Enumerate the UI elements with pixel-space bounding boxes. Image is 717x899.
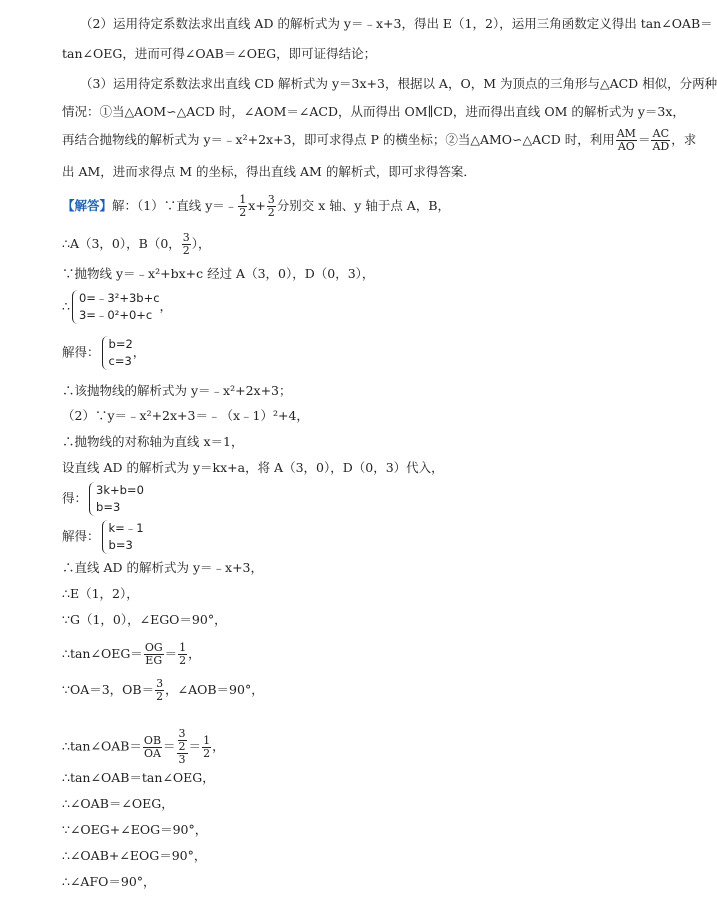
answer-line-12: ∵OA＝3，OB＝ $\frac{3}{2}$ ，∠AOB＝90°， (62, 677, 264, 703)
answer-line-5: （2）∵y＝﹣x²+2x+3＝﹣（x﹣1）²+4， (62, 408, 309, 423)
answer-line-6: ∴抛物线的对称轴为直线 x＝1， (62, 434, 244, 449)
answer-line-10: ∵G（1，0），∠EGO＝90°， (62, 612, 227, 627)
ratio-am-ao: $\frac{AM}{AO}$ (616, 127, 636, 153)
answer-line-17: ∴∠OAB+∠EOG＝90°， (62, 848, 207, 863)
equation-system: k=﹣1 b=3 (102, 520, 144, 554)
answer-line-16: ∵∠OEG+∠EOG＝90°， (62, 822, 208, 837)
analysis-line-5: 再结合抛物线的解析式为 y＝﹣x²+2x+3，即可求得点 P 的横坐标；②当△AMO∽△ACD 时，利用 $\frac{AM}{AO}$ ＝ $\frac{AC}{AD}$ ，求 (62, 127, 697, 153)
answer-line-4: ∴该抛物线的解析式为 y＝﹣x²+2x+3； (62, 383, 292, 398)
analysis-line-1: （2）运用待定系数法求出直线 AD 的解析式为 y＝﹣x+3，得出 E（1，2），运用三角函数定义得出 tan∠OAB＝ (80, 16, 713, 31)
answer-line-7: 设直线 AD 的解析式为 y＝kx+a，将 A（3，0），D（0，3）代入， (62, 460, 444, 475)
answer-system-1: ∴ 0=﹣3²+3b+c 3=﹣0²+0+c ， (62, 291, 173, 322)
answer-system-4: 解得： k=﹣1 b=3 (62, 521, 144, 552)
answer-line-9: ∴E（1，2）， (62, 586, 139, 601)
ratio-ac-ad: $\frac{AC}{AD}$ (652, 127, 670, 153)
compound-fraction: $\frac{\frac{3}{2}}{3}$ (178, 727, 186, 766)
answer-line-2: ∴A（3，0），B（0， $\frac{3}{2}$ ）， (62, 231, 211, 257)
answer-line-18: ∴∠AFO＝90°， (62, 874, 156, 889)
equation-system: 0=﹣3²+3b+c 3=﹣0²+0+c (72, 290, 160, 324)
equation-system: b=2 c=3 (102, 336, 133, 370)
analysis-line-3: （3）运用待定系数法求出直线 CD 解析式为 y＝3x+3，根据以 A，O，M 为顶点的三角形与△ACD 相似，分两种 (80, 76, 717, 91)
answer-line-15: ∴∠OAB＝∠OEG， (62, 796, 174, 811)
answer-line-3: ∵抛物线 y＝﹣x²+bx+c 经过 A（3，0），D（0，3）， (62, 266, 375, 281)
analysis-line-4: 情况：①当△AOM∽△ACD 时，∠AOM＝∠ACD，从而得出 OM∥CD，进而得出直线 OM 的解析式为 y＝3x， (62, 104, 685, 119)
answer-line-1: 【解答】解：（1）∵直线 y＝﹣ $\frac{1}{2}$ x+ $\frac{3}{2}$ 分别交 x 轴、y 轴于点 A，B， (62, 193, 451, 219)
answer-system-2: 解得： b=2 c=3 ， (62, 337, 146, 368)
analysis-line-6: 出 AM，进而求得点 M 的坐标，得出直线 AM 的解析式，即可求得答案． (62, 164, 476, 179)
answer-line-8: ∴直线 AD 的解析式为 y＝﹣x+3， (62, 560, 264, 575)
equation-system: 3k+b=0 b=3 (89, 482, 144, 516)
answer-line-14: ∴tan∠OAB＝tan∠OEG， (62, 770, 215, 785)
answer-line-13: ∴tan∠OAB＝ $\frac{OB}{OA}$ ＝ $\frac{\frac{3}{2}}{3}$ ＝ $\frac{1}{2}$ ， (62, 727, 225, 766)
answer-tag: 【解答】 (62, 198, 113, 213)
answer-line-11: ∴tan∠OEG＝ $\frac{OG}{EG}$ ＝ $\frac{1}{2}$ ， (62, 641, 201, 667)
analysis-line-2: tan∠OEG，进而可得∠OAB＝∠OEG，即可证得结论； (62, 46, 377, 61)
answer-system-3: 得： 3k+b=0 b=3 (62, 483, 144, 514)
